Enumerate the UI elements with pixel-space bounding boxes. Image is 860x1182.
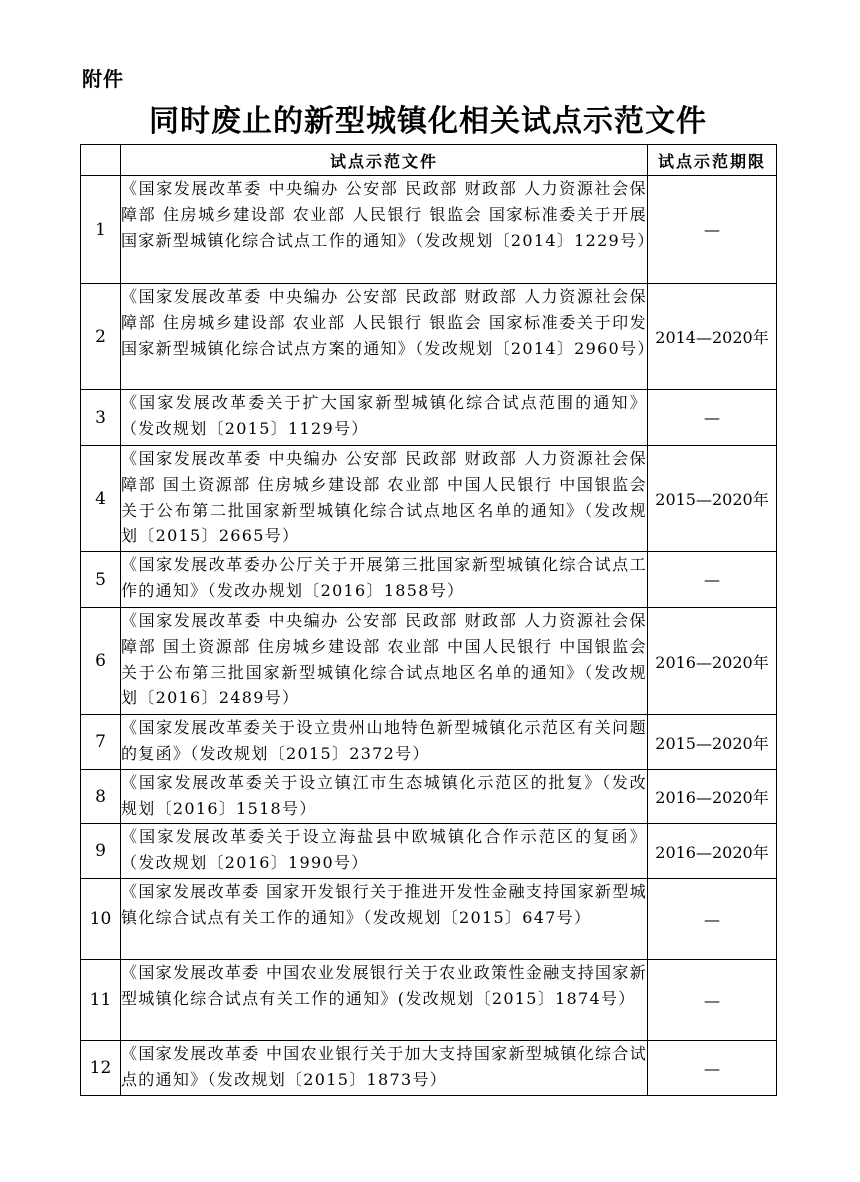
row-number: 10 [81, 879, 121, 960]
row-document: 《国家发展改革委关于设立海盐县中欧城镇化合作示范区的复函》（发改规划〔2016〕1990号） [121, 824, 648, 879]
table-row [81, 176, 777, 284]
row-number: 12 [81, 1041, 121, 1096]
row-document: 《国家发展改革委 中央编办 公安部 民政部 财政部 人力资源社会保障部 国土资源部 住房城乡建设部 农业部 中国人民银行 中国银监会关于公布第三批国家新型城镇化综合试点地区名单的通知》（发改规划〔2016〕2489号） [121, 608, 648, 715]
row-document: 《国家发展改革委 中央编办 公安部 民政部 财政部 人力资源社会保障部 国土资源部 住房城乡建设部 农业部 中国人民银行 中国银监会关于公布第二批国家新型城镇化综合试点地区名单的通知》（发改规划〔2015〕2665号） [121, 446, 648, 552]
row-period: — [648, 552, 777, 608]
row-period: 2016—2020年 [648, 608, 777, 715]
row-number: 9 [81, 824, 121, 879]
header-document: 试点示范文件 [121, 145, 648, 176]
table-row [81, 770, 777, 824]
row-period: 2016—2020年 [648, 770, 777, 824]
row-number: 4 [81, 446, 121, 552]
row-number: 6 [81, 608, 121, 715]
row-period: — [648, 879, 777, 960]
page-title: 同时废止的新型城镇化相关试点示范文件 [149, 104, 707, 139]
row-number: 7 [81, 715, 121, 770]
row-document: 《国家发展改革委 国家开发银行关于推进开发性金融支持国家新型城镇化综合试点有关工作的通知》（发改规划〔2015〕647号） [121, 879, 648, 960]
table-row [81, 879, 777, 960]
header-period: 试点示范期限 [648, 145, 777, 176]
row-document: 《国家发展改革委 中央编办 公安部 民政部 财政部 人力资源社会保障部 住房城乡建设部 农业部 人民银行 银监会 国家标准委关于印发国家新型城镇化综合试点方案的通知》（发改规划〔2014〕2960号） [121, 284, 648, 390]
row-period: — [648, 390, 777, 446]
table-row [81, 284, 777, 390]
row-period: — [648, 176, 777, 284]
table-row [81, 446, 777, 552]
row-document: 《国家发展改革委关于设立镇江市生态城镇化示范区的批复》（发改规划〔2016〕1518号） [121, 770, 648, 824]
row-document: 《国家发展改革委 中央编办 公安部 民政部 财政部 人力资源社会保障部 住房城乡建设部 农业部 人民银行 银监会 国家标准委关于开展国家新型城镇化综合试点工作的通知》（发改规划〔2014〕1229号） [121, 176, 648, 284]
row-period: — [648, 960, 777, 1041]
table-header-row [81, 145, 777, 176]
row-document: 《国家发展改革委关于设立贵州山地特色新型城镇化示范区有关问题的复函》（发改规划〔2015〕2372号） [121, 715, 648, 770]
row-period: 2014—2020年 [648, 284, 777, 390]
row-document: 《国家发展改革委 中国农业银行关于加大支持国家新型城镇化综合试点的通知》（发改规划〔2015〕1873号） [121, 1041, 648, 1096]
table-row [81, 390, 777, 446]
row-number: 8 [81, 770, 121, 824]
row-period: 2015—2020年 [648, 446, 777, 552]
row-document: 《国家发展改革委办公厅关于开展第三批国家新型城镇化综合试点工作的通知》（发改办规划〔2016〕1858号） [121, 552, 648, 608]
header-number [81, 145, 121, 176]
row-number: 2 [81, 284, 121, 390]
table-row [81, 960, 777, 1041]
table-row [81, 824, 777, 879]
row-period: 2015—2020年 [648, 715, 777, 770]
row-number: 11 [81, 960, 121, 1041]
row-period: — [648, 1041, 777, 1096]
row-number: 3 [81, 390, 121, 446]
table-row [81, 715, 777, 770]
pilot-documents-table [80, 144, 777, 1096]
row-number: 5 [81, 552, 121, 608]
row-period: 2016—2020年 [648, 824, 777, 879]
row-number: 1 [81, 176, 121, 284]
attachment-label: 附件 [82, 67, 124, 91]
table-row [81, 1041, 777, 1096]
table-row [81, 552, 777, 608]
row-document: 《国家发展改革委 中国农业发展银行关于农业政策性金融支持国家新型城镇化综合试点有关工作的通知》(发改规划〔2015〕1874号） [121, 960, 648, 1041]
table-row [81, 608, 777, 715]
row-document: 《国家发展改革委关于扩大国家新型城镇化综合试点范围的通知》（发改规划〔2015〕1129号） [121, 390, 648, 446]
